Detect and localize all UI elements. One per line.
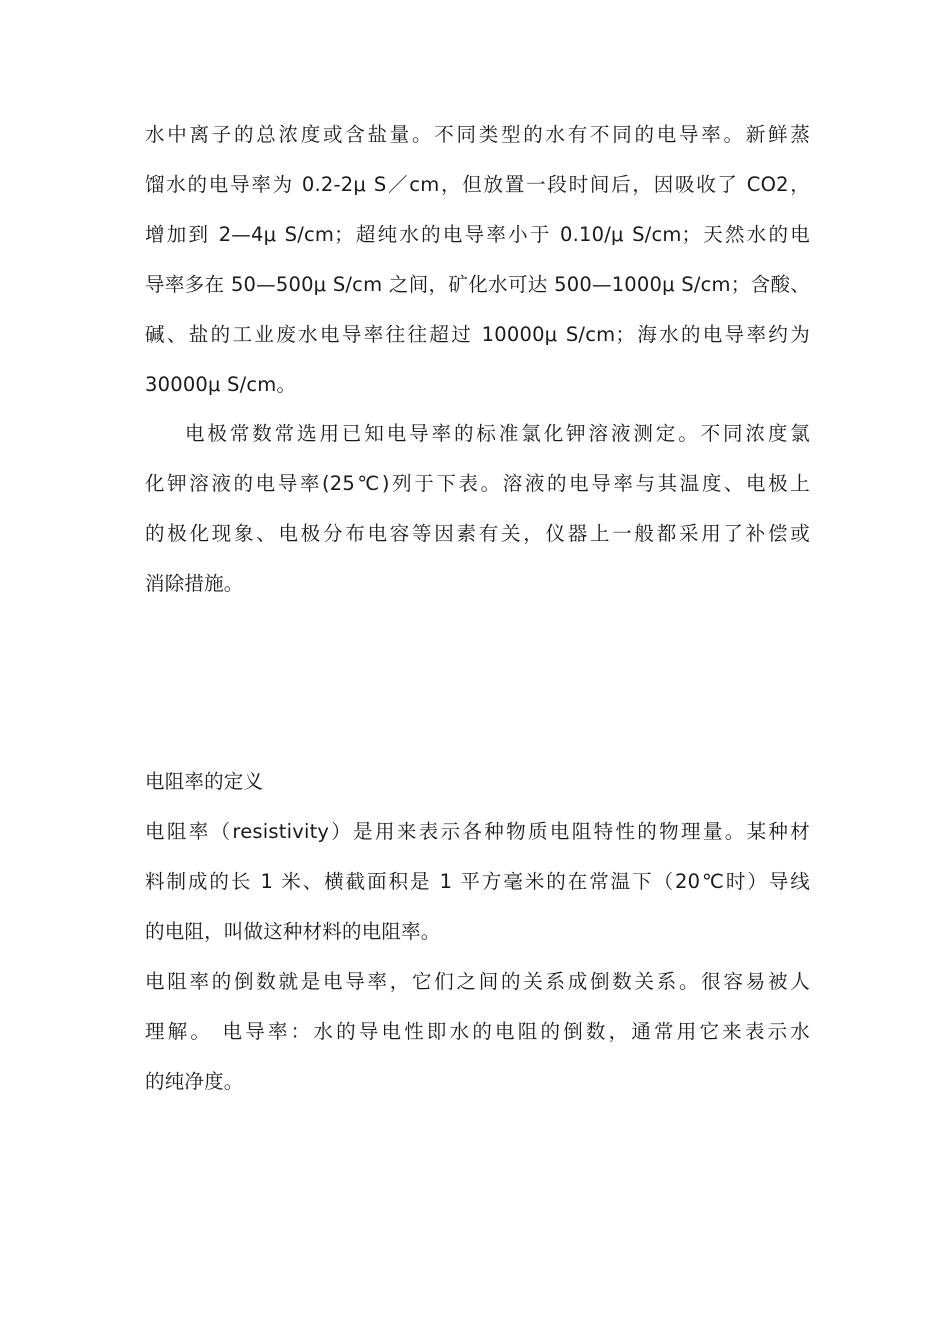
paragraph-line: 料制成的长 1 米、横截面积是 1 平方毫米的在常温下（20℃时）导线: [145, 870, 810, 893]
paragraph-line: 碱、盐的工业废水电导率往往超过 10000μ S/cm；海水的电导率约为: [145, 323, 810, 346]
section-heading: 电阻率的定义: [145, 770, 264, 793]
paragraph-line: 的极化现象、电极分布电容等因素有关，仪器上一般都采用了补偿或: [145, 522, 810, 545]
paragraph-line: 电极常数常选用已知电导率的标准氯化钾溶液测定。不同浓度氯: [185, 422, 810, 445]
paragraph-line: 化钾溶液的电导率(25℃)列于下表。溶液的电导率与其温度、电极上: [145, 472, 810, 495]
paragraph-line: 的纯净度。: [145, 1070, 244, 1093]
paragraph-line: 消除措施。: [145, 572, 244, 595]
paragraph-line: 电阻率（resistivity）是用来表示各种物质电阻特性的物理量。某种材: [145, 820, 810, 843]
paragraph-line: 水中离子的总浓度或含盐量。不同类型的水有不同的电导率。新鲜蒸: [145, 123, 810, 146]
paragraph-line: 电阻率的倒数就是电导率，它们之间的关系成倒数关系。很容易被人: [145, 970, 810, 993]
paragraph-line: 理解。 电导率：水的导电性即水的电阻的倒数，通常用它来表示水: [145, 1020, 810, 1043]
paragraph-line: 导率多在 50—500μ S/cm 之间，矿化水可达 500—1000μ S/cm；含酸、: [145, 273, 810, 296]
paragraph-line: 的电阻，叫做这种材料的电阻率。: [145, 920, 441, 943]
paragraph-line: 30000μ S/cm。: [145, 373, 297, 396]
paragraph-line: 增加到 2—4μ S/cm；超纯水的电导率小于 0.10/μ S/cm；天然水的电: [145, 223, 810, 246]
paragraph-line: 馏水的电导率为 0.2-2μ S／cm，但放置一段时间后，因吸收了 CO2，: [145, 173, 810, 196]
